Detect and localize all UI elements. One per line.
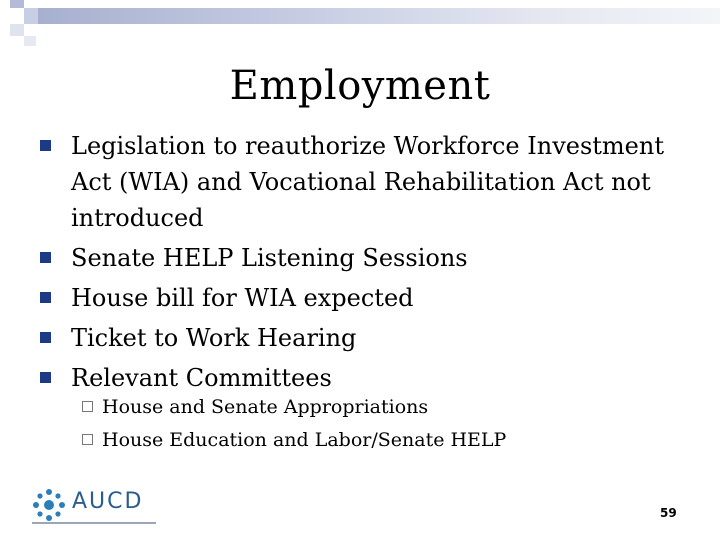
sub-bullet-text: House and Senate Appropriations [102,396,429,418]
bullet-item [40,240,680,276]
sub-bullet-item [82,425,506,455]
logo-wordmark: AUCD [72,489,144,514]
slide-title: Employment [229,63,491,109]
sub-bullet-text: House Education and Labor/Senate HELP [102,429,507,451]
bullet-item [40,360,680,396]
decor-square-2 [24,8,38,24]
hollow-square-bullet-icon [82,434,93,445]
bullet-item [40,320,680,356]
aucd-logo-icon [32,488,66,522]
sub-bullet-item [82,392,506,422]
square-bullet-icon [40,140,51,151]
bullet-item [40,128,680,236]
logo-tagline-line [32,522,156,524]
bullet-item [40,280,680,316]
bullet-text: Legislation to reauthorize Workforce Investment Act (WIA) and Vocational Rehabilitation Act not introduced [71,132,664,232]
decor-square-4 [24,36,36,46]
decor-square-1 [10,0,24,8]
header-gradient-bar [38,8,720,24]
bullet-text: Relevant Committees [71,364,332,392]
bullet-text: House bill for WIA expected [71,284,414,312]
square-bullet-icon [40,332,51,343]
bullet-list [40,128,680,400]
square-bullet-icon [40,252,51,263]
hollow-square-bullet-icon [82,401,93,412]
square-bullet-icon [40,372,51,383]
decor-square-3 [10,24,24,36]
page-number: 59 [660,506,677,520]
bullet-text: Ticket to Work Hearing [71,324,357,352]
bullet-text: Senate HELP Listening Sessions [71,244,468,272]
aucd-logo [30,486,160,530]
sub-bullet-list [82,392,506,458]
square-bullet-icon [40,292,51,303]
